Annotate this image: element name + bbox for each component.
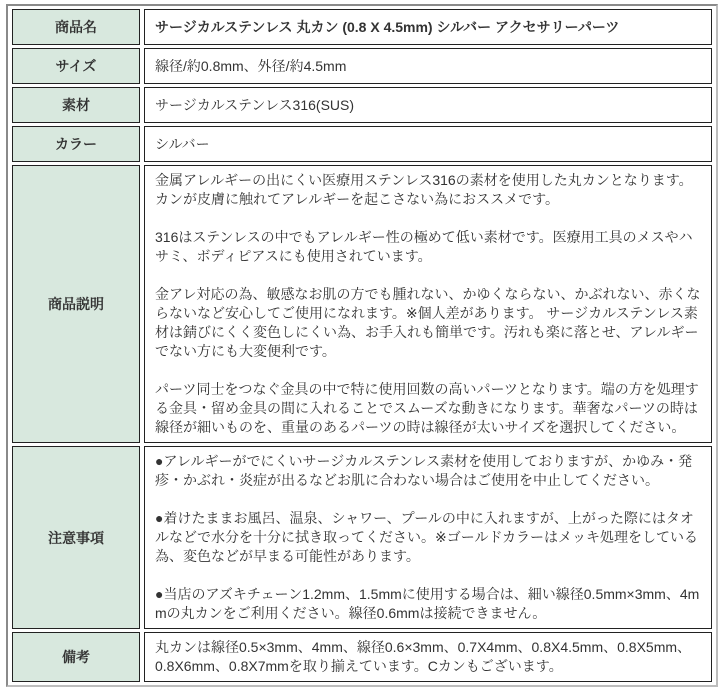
- row-label-material: 素材: [12, 87, 140, 123]
- row-value-material: サージカルステンレス316(SUS): [144, 87, 712, 123]
- row-value-product-name: サージカルステンレス 丸カン (0.8 X 4.5mm) シルバー アクセサリーパーツ: [144, 9, 712, 45]
- row-label-remarks: 備考: [12, 632, 140, 682]
- row-value-description: [144, 165, 712, 443]
- row-label-size: サイズ: [12, 48, 140, 84]
- precaution-item: ●当店のアズキチェーン1.2mm、1.5mmに使用する場合は、細い線径0.5mm×3mm、4mmの丸カンをご利用ください。線径0.6mmは接続できません。: [155, 586, 700, 621]
- row-value-size: 線径/約0.8mm、外径/約4.5mm: [144, 48, 712, 84]
- row-label-color: カラー: [12, 126, 140, 162]
- row-label-precautions: 注意事項: [12, 446, 140, 629]
- table-row-color: [12, 126, 712, 162]
- description-paragraph: 金属アレルギーの出にくい医療用ステンレス316の素材を使用した丸カンとなります。カンが皮膚に触れてアレルギーを起こさない為におススメです。: [155, 172, 693, 207]
- description-paragraph: 316はステンレスの中でもアレルギー性の極めて低い素材です。医療用工具のメスやハサミ、ボディピアスにも使用されています。: [155, 229, 693, 264]
- table-row-product-name: [12, 9, 712, 45]
- row-label-description: 商品説明: [12, 165, 140, 443]
- row-value-color: シルバー: [144, 126, 712, 162]
- row-label-product-name: 商品名: [12, 9, 140, 45]
- row-value-remarks: 丸カンは線径0.5×3mm、4mm、線径0.6×3mm、0.7X4mm、0.8X4.5mm、0.8X5mm、0.8X6mm、0.8X7mmを取り揃えています。Cカンもございます。: [144, 632, 712, 682]
- row-value-precautions: [144, 446, 712, 629]
- product-spec-table: [6, 4, 718, 687]
- table-row-remarks: [12, 632, 712, 682]
- precaution-item: ●アレルギーがでにくいサージカルステンレス素材を使用しておりますが、かゆみ・発疹・かぶれ・炎症が出るなどお肌に合わない場合はご使用を中止してください。: [155, 453, 693, 488]
- description-paragraph: パーツ同士をつなぐ金具の中で特に使用回数の高いパーツとなります。端の方を処理する金具・留め金具の間に入れることでスムーズな動きになります。華奢なパーツの時は線径が細いものを、重量のあるパーツの時は線径が太いサイズを選択してください。: [155, 381, 699, 435]
- table-row-material: [12, 87, 712, 123]
- precaution-item: ●着けたままお風呂、温泉、シャワー、プールの中に入れますが、上がった際にはタオルなどで水分を十分に拭き取ってください。※ゴールドカラーはメッキ処理をしている為、変色などが早まる可能性があります。: [155, 510, 699, 564]
- table-row-description: [12, 165, 712, 443]
- table-row-size: [12, 48, 712, 84]
- description-paragraph: 金アレ対応の為、敏感なお肌の方でも腫れない、かゆくならない、かぶれない、赤くならないなど安心してご使用になれます。※個人差があります。 サージカルステンレス素材は錆びにくく変色しにくい為、お手入れも簡単です。汚れも楽に落とせ、アレルギーでない方にも大変便利です。: [155, 286, 701, 359]
- table-row-precautions: [12, 446, 712, 629]
